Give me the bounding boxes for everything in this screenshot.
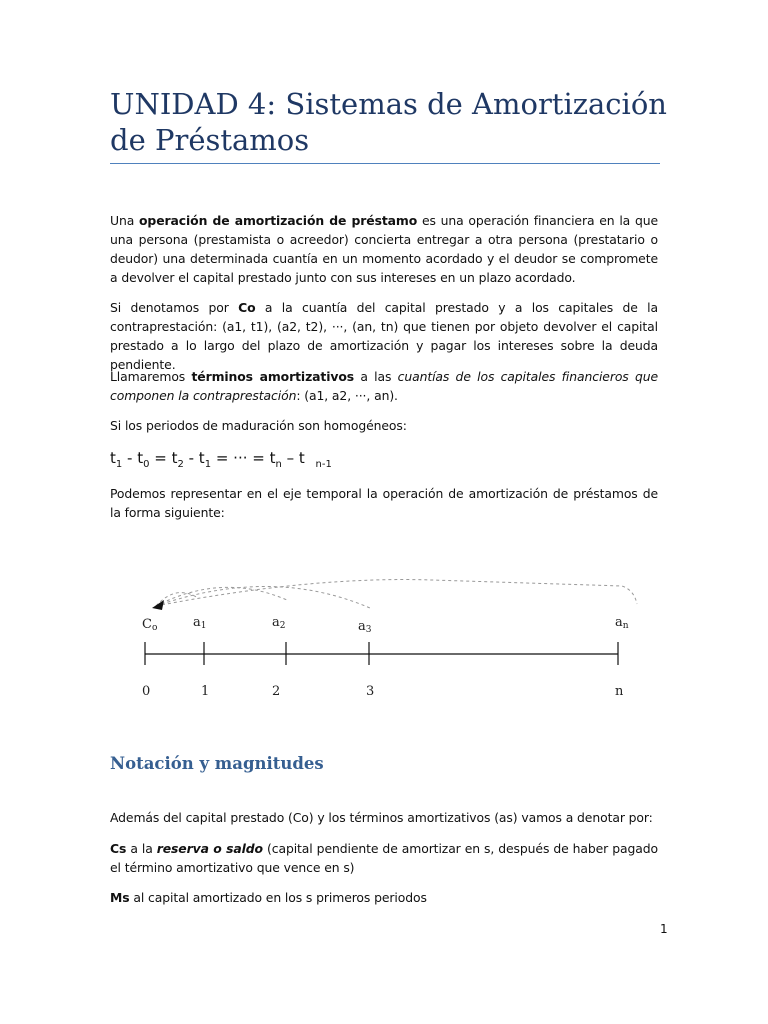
timeline-bottom-labels — [142, 684, 624, 699]
bold-term: Co — [238, 300, 256, 315]
text-run: Si denotamos por — [110, 300, 239, 315]
formula-part: t — [110, 449, 116, 467]
arc-an — [156, 580, 637, 606]
text-run: : (a1, a2, ···, an). — [296, 388, 398, 403]
bold-term: Cs — [110, 841, 127, 856]
paragraph-homogeneous: Si los periodos de maduración son homogéneos: — [110, 418, 407, 433]
formula-sub: 2 — [177, 459, 184, 470]
paragraph-definition — [110, 211, 658, 287]
arrowhead-icon — [152, 600, 164, 610]
formula-part: = ··· = t — [211, 449, 276, 467]
amortization-timeline — [112, 562, 660, 727]
label-a3: a3 — [358, 619, 372, 635]
period-2: 2 — [272, 684, 281, 699]
text-run: Una — [110, 213, 140, 228]
paragraph-representation: Podemos representar en el eje temporal la operación de amortización de préstamos de la forma siguiente: — [110, 486, 658, 520]
paragraph-notation — [110, 298, 658, 374]
section-heading: Notación y magnitudes — [110, 754, 324, 773]
formula-sub: 1 — [204, 459, 212, 470]
title-line-1: UNIDAD 4: Sistemas de Amortización — [110, 87, 667, 121]
formula-sub: 1 — [115, 459, 123, 470]
text-run: (capital pendiente de amortizar en s, después de haber pagado el término amortizativo que vence en s) — [110, 841, 658, 875]
timeline-arcs — [156, 580, 637, 608]
italic-term: cuantías de los capitales financieros que componen la contraprestación — [110, 369, 658, 403]
arc-a3 — [156, 586, 370, 608]
text-run: a la — [126, 841, 157, 856]
text-run: a la cuantía del capital prestado y a los capitales de la contraprestación: (a1, t1), (a2, t2), ···, (an, tn) que tienen por objeto devolver el capital prestado a lo largo del plazo de amortización y pagar los intereses sobre la deuda pendiente. — [110, 300, 658, 372]
text-run: a las — [354, 369, 398, 384]
bold-term: Ms — [110, 890, 130, 905]
bold-term: términos amortizativos — [191, 369, 355, 384]
period-1: 1 — [201, 684, 210, 699]
formula-part: = t — [149, 449, 178, 467]
label-a1: a1 — [193, 615, 207, 631]
text-run: al capital amortizado en los s primeros periodos — [129, 890, 427, 905]
formula-part: – t — [281, 449, 310, 467]
formula-sub: n-1 — [315, 459, 332, 470]
period-formula — [110, 448, 332, 475]
period-n: n — [615, 684, 624, 699]
label-an: an — [615, 615, 629, 631]
bold-term: operación de amortización de préstamo — [139, 213, 418, 228]
formula-part: - t — [122, 449, 144, 467]
formula-part: - t — [183, 449, 205, 467]
timeline-top-labels — [142, 615, 629, 635]
text-run: Llamaremos — [110, 369, 192, 384]
page-number: 1 — [660, 922, 668, 936]
period-3: 3 — [366, 684, 375, 699]
paragraph-ms — [110, 888, 658, 907]
title-underline — [110, 163, 660, 164]
text-run: es una operación financiera en la que una persona (prestamista o acreedor) concierta entregar a otra persona (prestatario o deudor) una determinada cuantía en un momento acordado y el deudor se compromete a devolver el capital prestado junto con sus intereses en un plazo acordado. — [110, 213, 658, 285]
formula-sub: 0 — [143, 459, 150, 470]
paragraph-terminos — [110, 367, 658, 405]
label-co: Co — [142, 617, 158, 633]
paragraph-cs — [110, 839, 658, 877]
label-a2: a2 — [272, 615, 286, 631]
bold-italic-term: reserva o saldo — [156, 841, 263, 856]
formula-sub: n — [275, 459, 282, 470]
period-0: 0 — [142, 684, 151, 699]
title-line-2: de Préstamos — [110, 123, 310, 157]
page-title — [110, 86, 670, 158]
paragraph-ademas: Además del capital prestado (Co) y los términos amortizativos (as) vamos a denotar por: — [110, 810, 653, 825]
